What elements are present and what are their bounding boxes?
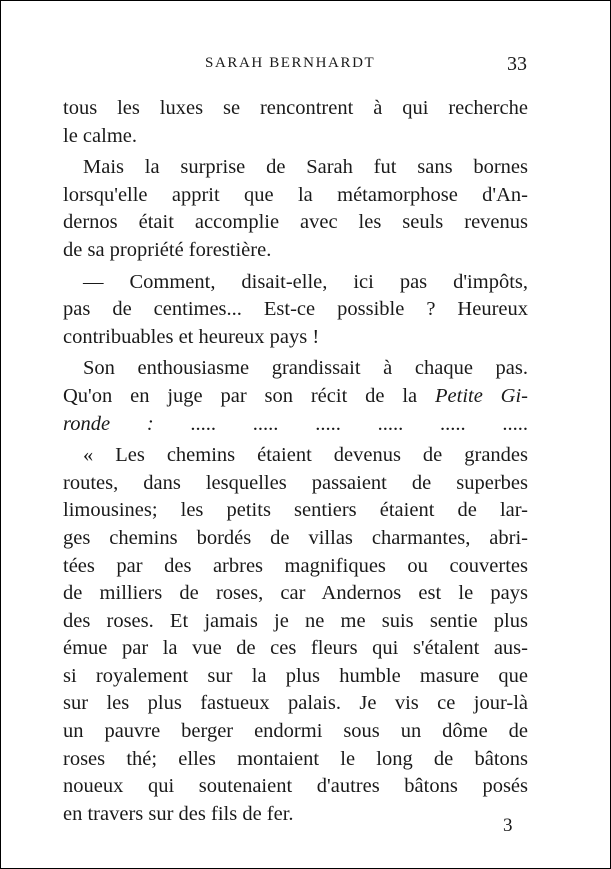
text-line: si royalement sur la plus humble masure que — [63, 664, 528, 687]
text-segment: Qu'on en juge par son récit de la — [63, 384, 418, 407]
page-number: 33 — [507, 53, 527, 75]
text-line: limousines; les petits sentiers étaient de lar- — [63, 499, 528, 522]
text-line: en travers sur des fils de fer. — [63, 802, 294, 825]
text-line: « Les chemins étaient devenus de grandes — [83, 444, 528, 467]
text-line: Son enthousiasme grandissait à chaque pas. — [83, 357, 528, 380]
text-line: pas de centimes... Est-ce possible ? Heureux — [63, 298, 528, 321]
signature-mark: 3 — [503, 815, 513, 836]
text-line: tous les luxes se rencontrent à qui recherche — [63, 97, 528, 119]
text-line: un pauvre berger endormi sous un dôme de — [63, 720, 528, 743]
journal-title: Petite Gi- — [435, 384, 529, 407]
text-line: routes, dans lesquelles passaient de superbes — [63, 471, 528, 494]
text-line: des roses. Et jamais je ne me suis sentie plus — [63, 609, 528, 632]
journal-title-end: ronde : — [63, 412, 154, 435]
ellipsis-dots: ..... ..... ..... ..... ..... ..... — [190, 412, 528, 435]
text-line: contribuables et heureux pays ! — [63, 325, 320, 348]
text-line — [63, 383, 528, 411]
text-line: de sa propriété forestière. — [63, 238, 272, 261]
text-line: de milliers de roses, car Andernos est le pays — [63, 582, 528, 605]
text-line: ges chemins bordés de villas charmantes, abri- — [63, 526, 528, 549]
text-line: lorsqu'elle apprit que la métamorphose d'An- — [63, 183, 528, 206]
running-title: SARAH BERNHARDT — [205, 55, 376, 71]
text-line: — Comment, disait-elle, ici pas d'impôts, — [83, 270, 528, 293]
text-line: dernos était accomplie avec les seuls revenus — [63, 211, 528, 234]
text-line — [63, 411, 528, 439]
text-line: roses thé; elles montaient le long de bâtons — [63, 747, 528, 770]
text-line: le calme. — [63, 124, 137, 147]
text-line: sur les plus fastueux palais. Je vis ce jour-là — [63, 692, 528, 715]
body-text — [63, 95, 528, 828]
text-line: émue par la vue de ces fleurs qui s'étalent aus- — [63, 637, 528, 660]
text-line: noueux qui soutenaient d'autres bâtons posés — [63, 775, 528, 798]
text-line: Mais la surprise de Sarah fut sans bornes — [83, 156, 528, 179]
running-head — [1, 55, 610, 79]
text-line: tées par des arbres magnifiques ou couvertes — [63, 554, 528, 577]
